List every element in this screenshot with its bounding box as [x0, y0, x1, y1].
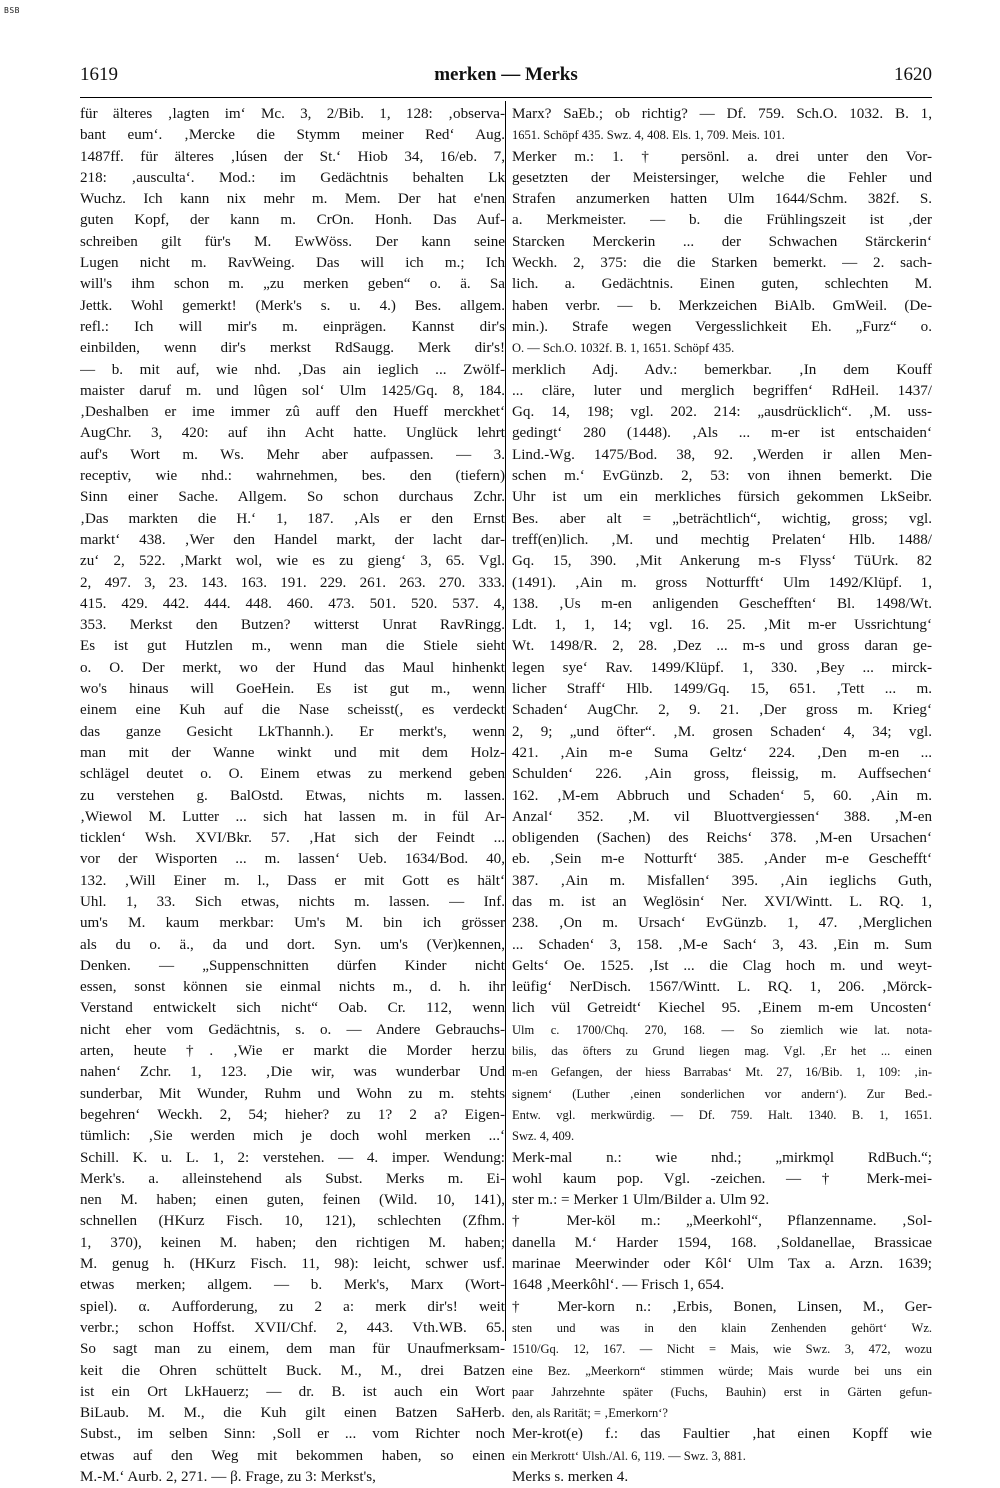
text-line: 415. 429. 442. 444. 448. 460. 473. 501. 520. 537. 4, — [80, 595, 505, 612]
text-line: nicht eher vom Gedächtnis, s. o. — Andere Gebrauchs- — [80, 1021, 505, 1038]
running-headword: merken — Merks — [434, 64, 578, 85]
text-line: merklich Adj. Adv.: bemerkbar. ‚In dem Kouff — [512, 361, 932, 378]
text-line: Schaden‘ AugChr. 2, 9. 21. ‚Der gross m. Krieg‘ — [512, 702, 932, 719]
text-line: paar Jahrzehnte später (Fuchs, Bauhin) erst in Gärten gefun- — [512, 1384, 932, 1399]
text-line: spiel). α. Aufforderung, zu 2 a: merk dir's! weit — [80, 1298, 505, 1315]
text-line: man mit der Wanne winkt und mit dem Holz- — [80, 744, 505, 761]
text-line: etwas auf den Weg mit bekommen haben, so einen — [80, 1447, 505, 1464]
text-line: gesetzten der Meistersinger, welche die Fehler und — [512, 169, 932, 186]
text-line: Uhl. 1, 33. Sich etwas, nichts m. lassen. — Inf. — [80, 893, 505, 910]
text-line: ‚Wiewol M. Lutter ... sich hat lassen m. in fül Ar- — [80, 808, 505, 825]
text-line: zu verstehen g. BalOstd. Etwas, nichts m. lassen. — [80, 787, 505, 804]
text-line: verbr.; schon Hoffst. XVII/Chf. 2, 443. Vth.WB. 65. — [80, 1319, 505, 1336]
page-header — [80, 64, 932, 92]
text-line: 1651. Schöpf 435. Swz. 4, 408. Els. 1, 709. Meis. 101. — [512, 128, 785, 143]
text-line: nahen‘ Zchr. 1, 123. ‚Die wir, was wunderbar Und — [80, 1064, 505, 1081]
text-line: gedingt‘ 280 (1448). ‚Als ... m-er ist entschaiden‘ — [512, 425, 932, 442]
text-line: 138. ‚Us m-en anligenden Geschefften‘ Bl. 1498/Wt. — [512, 595, 932, 612]
text-line: etwas merken; allgem. — b. Merk's, Marx (Wort- — [80, 1277, 505, 1294]
text-line: Entw. vgl. merkwürdig. — Df. 759. Halt. 1340. B. 1, 1651. — [512, 1107, 932, 1122]
text-line: refl.: Ich will mir's m. einprägen. Kannst dir's — [80, 318, 505, 335]
text-line: BiLaub. M. M., die Kuh gilt einen Batzen SaHerb. — [80, 1405, 505, 1422]
text-line: M.-M.‘ Aurb. 2, 271. — β. Frage, zu 3: Merkst's, — [80, 1469, 376, 1485]
text-line: schreiben gilt für's M. EwWöss. Der kann seine — [80, 233, 505, 250]
text-line: 387. ‚Ain m. Misfallen‘ 395. ‚Ain ieglichs Guth, — [512, 872, 932, 889]
text-line: 1648 ‚Meerkôhl‘. — Frisch 1, 654. — [512, 1277, 725, 1294]
text-line: den, als Rarität; = ‚Emerkorn‘? — [512, 1406, 668, 1421]
text-line: min.). Strafe wegen Vergesslichkeit Eh. „Furz“ o. — [512, 318, 932, 335]
text-line: 238. ‚On m. Ursach‘ EvGünzb. 1, 47. ‚Merglichen — [512, 915, 932, 932]
page-number-left: 1619 — [80, 64, 118, 85]
text-line: Es ist gut Hutzlen m., wenn man die Stiele sieht — [80, 638, 505, 655]
text-line: ... Schaden‘ 3, 158. ‚M-e Sach‘ 3, 43. ‚Ein m. Sum — [512, 936, 932, 953]
text-line: 1, 370), keinen M. haben; den richtigen M. haben; — [80, 1234, 505, 1251]
text-line: Bes. aber alt = „beträchtlich“, wichtig, gross; vgl. — [512, 510, 932, 527]
text-line: o. O. Der merkt, wo der Hund das Maul hinhenkt — [80, 659, 505, 676]
text-line: Wt. 1498/R. 2, 28. ‚Dez ... m-s und gross daran ge- — [512, 638, 932, 655]
text-line: Schulden‘ 226. ‚Ain gross, fleissig, m. Auffsechen‘ — [512, 766, 932, 783]
text-line: ein Merkrott‘ Ulsh./Al. 6, 119. — Swz. 3, 881. — [512, 1448, 746, 1463]
text-line: bilis, das öfters zu Grund liegen mag. Vgl. ‚Er het ... einen — [512, 1044, 932, 1059]
text-line: 2, 497. 3, 23. 143. 163. 191. 229. 261. 263. 270. 333. — [80, 574, 505, 591]
text-line: tümlich: ‚Sie werden mich je doch wohl merken ...‘ — [80, 1128, 505, 1145]
text-line: maister daruf m. und lûgen sol‘ Ulm 1425/Gq. 8, 184. — [80, 382, 505, 399]
text-line: 421. ‚Ain m-e Suma Geltz‘ 224. ‚Den m-en ... — [512, 744, 932, 761]
text-line: ‚Das markten die H.‘ 1, 187. ‚Als er den Ernst — [80, 510, 505, 527]
text-line: 1510/Gq. 12, 167. — Nicht = Mais, wie Swz. 3, 472, wozu — [512, 1342, 932, 1357]
text-line: Mer-krot(e) f.: das Faultier ‚hat einen Kopff wie — [512, 1426, 932, 1443]
text-line: als du o. ä., da und dort. Syn. um's (Ver)kennen, — [80, 936, 505, 953]
text-line: Ldt. 1, 1, 14; vgl. 16. 25. ‚Mit m-er Ussrichtung‘ — [512, 617, 932, 634]
text-line: marinae Meerwinder oder Kôl‘ Ulm Tax a. Arzn. 1639; — [512, 1256, 932, 1273]
text-line: treff(en)lich. ‚M. und mechtig Prelaten‘ Hlb. 1488/ — [512, 531, 932, 548]
text-line: Merk's. a. alleinstehend als Subst. Merks m. Ei- — [80, 1170, 505, 1187]
text-line: Gelts‘ Oe. 1525. ‚Ist ... die Clag hoch m. und weyt- — [512, 957, 932, 974]
text-line: — b. mit auf, wie nhd. ‚Das ain ieglich ... Zwölf- — [80, 361, 505, 378]
text-line: Gq. 14, 198; vgl. 202. 214: „ausdrücklich“. ‚M. uss- — [512, 404, 932, 421]
text-line: einbilden, wenn dir's merkst RdSaugg. Merk dir's! — [80, 340, 505, 357]
text-line: So sagt man zu einem, dem man für Unaufmerksam- — [80, 1341, 505, 1358]
text-line: Weckh. 2, 375: die die Starken bemerkt. — 2. sach- — [512, 255, 932, 272]
text-line: legen sye‘ Rav. 1499/Klüpf. 1, 330. ‚Bey ... mirck- — [512, 659, 932, 676]
text-line: sunderbar, Mit Wunder, Ruhm und Wohn zu m. stehts — [80, 1085, 505, 1102]
text-line: Merk-mal n.: wie nhd.; „mirkmǫl RdBuch.“; — [512, 1149, 932, 1166]
text-line: † Mer-köl m.: „Meerkohl“, Pflanzenname. ‚Sol- — [512, 1213, 932, 1230]
text-line: einem eine Kuh auf die Nase scheisst(, es verdeckt — [80, 702, 505, 719]
text-line: Jettk. Wohl gemerkt! (Merk's s. u. 4.) Bes. allgem. — [80, 297, 505, 314]
text-line: Strafen anzumerken hatten Ulm 1644/Schm. 382f. S. — [512, 191, 932, 208]
text-line: Ulm c. 1700/Chq. 270, 168. — So ziemlich wie lat. nota- — [512, 1022, 932, 1037]
text-line: Anzal‘ 352. ‚M. vil Bluottvergiessen‘ 388. ‚M-en — [512, 808, 932, 825]
text-line: schen m.‘ EvGünzb. 2, 53: von ihnen bemerkt. Die — [512, 468, 932, 485]
text-line: AugChr. 3, 420: auf ihn Acht hatte. Unglück lehrt — [80, 425, 505, 442]
text-line: schnellen (HKurz Fisch. 10, 121), schlechten (Zfhm. — [80, 1213, 505, 1230]
text-line: Lugen nicht m. RavWeing. Das will ich m.; Ich — [80, 255, 505, 272]
column-divider — [505, 101, 506, 1341]
text-line: ist ein Ort LkHauerz; — dr. B. ist auch ein Wort — [80, 1383, 505, 1400]
text-line: Verstand entwickelt sich nicht“ Oab. Cr. 112, wenn — [80, 1000, 505, 1017]
text-line: † Mer-korn n.: ‚Erbis, Bonen, Linsen, M., Ger- — [512, 1298, 932, 1315]
text-line: guten Kopf, der kann m. CrOn. Honh. Das Auf- — [80, 212, 505, 229]
text-line: m-en Gefangen, der hiess Barrabas‘ Mt. 27, 16/Bib. 1, 109: ‚in- — [512, 1065, 932, 1080]
text-line: bant eum‘. ‚Mercke die Stymm meiner Red‘ Aug. — [80, 127, 505, 144]
text-line: zu‘ 2, 522. ‚Markt wol, wie es zu gieng‘ 3, 65. Vgl. — [80, 553, 505, 570]
text-line: das m. ist an Weglösin‘ Ner. XVI/Wintt. L. RQ. 1, — [512, 893, 932, 910]
text-line: receptiv, wie nhd.: wahrnehmen, bes. den (tiefern) — [80, 468, 505, 485]
text-line: wo's hinaus will GoeHein. Es ist gut m., wenn — [80, 681, 505, 698]
text-line: wohl kaum pop. Vgl. -zeichen. — † Merk-mei- — [512, 1170, 932, 1187]
text-line: für älteres ‚lagten im‘ Mc. 3, 2/Bib. 1, 128: ‚observa- — [80, 106, 505, 122]
text-line: ticklen‘ Wsh. XVI/Bkr. 57. ‚Hat sich der Feindt ... — [80, 830, 505, 847]
left-column — [80, 104, 505, 1488]
text-line: 1487ff. für älteres ‚lúsen der St.‘ Hiob 34, 16/eb. 7, — [80, 148, 505, 165]
text-line: leüfig‘ NerDisch. 1567/Wintt. L. RQ. 1, 206. ‚Mörck- — [512, 979, 932, 996]
text-line: keit die Ohren schüttelt Buck. M., M., drei Batzen — [80, 1362, 505, 1379]
text-line: obligenden (Sachen) des Reichs‘ 378. ‚M-en Ursachen‘ — [512, 830, 932, 847]
text-line: O. — Sch.O. 1032f. B. 1, 1651. Schöpf 435. — [512, 341, 735, 356]
text-line: schlägel deutet o. O. Einem etwas zu merkend geben — [80, 766, 505, 783]
text-line: Merks s. merken 4. — [512, 1469, 629, 1485]
text-line: Lind.-Wg. 1475/Bod. 38, 92. ‚Werden ir allen Men- — [512, 446, 932, 463]
right-column — [512, 104, 932, 1488]
text-line: Denken. — „Suppenschnitten dürfen Kinder nicht — [80, 957, 505, 974]
text-line: Subst., im selben Sinn: ‚Soll er ... vom Richter noch — [80, 1426, 505, 1443]
text-line: Starcken Merckerin ... der Schwachen Stärckerin‘ — [512, 233, 932, 250]
text-line: licher Straff‘ Hlb. 1499/Gq. 15, 651. ‚Tett ... m. — [512, 681, 932, 698]
text-line: essen, sonst können sie einmal nichts m., d. h. ihr — [80, 979, 505, 996]
text-line: danella M.‘ Harder 1594, 168. ‚Soldanellae, Brassicae — [512, 1234, 932, 1251]
text-line: lich. a. Gedächtnis. Einen guten, schlechten M. — [512, 276, 932, 293]
text-line: Gq. 15, 390. ‚Mit Ankerung m-s Flyss‘ TüUrk. 82 — [512, 553, 932, 570]
text-line: Marx? SaEb.; ob richtig? — Df. 759. Sch.O. 1032. B. 1, — [512, 106, 932, 122]
text-line: auf's Wort m. Ws. Mehr aber aufpassen. — 3. — [80, 446, 505, 463]
text-line: Merker m.: 1. † persönl. a. drei unter den Vor- — [512, 148, 932, 165]
text-line: das ganze Gesicht LkThannh.). Er merkt's, wenn — [80, 723, 505, 740]
text-line: will's ihm schon m. „zu merken geben“ o. ä. Sa — [80, 276, 505, 293]
text-line: ster m.: = Merker 1 Ulm/Bilder a. Ulm 92. — [512, 1192, 770, 1209]
text-line: Swz. 4, 409. — [512, 1129, 575, 1144]
text-line: eine Bez. „Meerkorn“ stimmen würde; Mais wurde bei uns ein — [512, 1363, 932, 1378]
text-line: um's M. kaum merkbar: Um's M. bin ich grösser — [80, 915, 505, 932]
header-rule — [80, 97, 932, 98]
text-line: ... cläre, luter und merglich begriffen‘ RdHeil. 1437/ — [512, 382, 932, 399]
text-line: vor der Wisporten ... m. lassen‘ Ueb. 1634/Bod. 40, — [80, 851, 505, 868]
text-line: eb. ‚Sein m-e Notturft‘ 385. ‚Ander m-e Geschefft‘ — [512, 851, 932, 868]
text-line: 2, 9; „und öfter“. ‚M. grosen Schaden‘ 4, 34; vgl. — [512, 723, 932, 740]
text-line: lich vül Getreidt‘ Kiechel 95. ‚Einem m-em Uncosten‘ — [512, 1000, 932, 1017]
text-line: markt‘ 438. ‚Wer den Handel markt, der lacht dar- — [80, 531, 505, 548]
text-line: arten, heute †. ‚Wie er markt die Morder herzu — [80, 1043, 505, 1060]
text-line: nen M. haben; einen guten, feinen (Wild. 10, 141), — [80, 1192, 505, 1209]
text-line: signem‘ (Luther ‚einen sonderlichen vor andern‘). Zur Bed.- — [512, 1086, 932, 1101]
library-stamp: BSB — [4, 6, 20, 15]
text-line: Sinn einer Sache. Allgem. So schon durchaus Zchr. — [80, 489, 505, 506]
text-line: Wuchz. Ich kann nix mehr m. Mem. Der hat e'nen — [80, 191, 505, 208]
text-line: ‚Deshalben er ime immer zû auff den Hueff merckhet‘ — [80, 404, 505, 421]
text-line: (1491). ‚Ain m. gross Notturfft‘ Ulm 1492/Klüpf. 1, — [512, 574, 932, 591]
text-line: Uhr ist um ein merkliches fürsich gekommen LkSeibr. — [512, 489, 932, 506]
text-line: begehren‘ Weckh. 2, 54; hieher? zu 1? 2 a? Eigen- — [80, 1106, 505, 1123]
text-line: 162. ‚M-em Abbruch und Schaden‘ 5, 60. ‚Ain m. — [512, 787, 932, 804]
text-line: M. genug h. (HKurz Fisch. 11, 98): leicht, schwer usf. — [80, 1256, 505, 1273]
text-line: Schill. K. u. L. 1, 2: verstehen. — 4. imper. Wendung: — [80, 1149, 505, 1166]
text-line: 132. ‚Will Einer m. l., Dass er mit Gott es hält‘ — [80, 872, 505, 889]
text-line: haben verbr. — b. Merkzeichen BiAlb. GmWeil. (De- — [512, 297, 932, 314]
text-line: a. Merkmeister. — b. die Frühlingszeit ist ‚der — [512, 212, 932, 229]
page-number-right: 1620 — [894, 64, 932, 85]
text-line: 353. Merkst den Butzen? witterst Unrat RavRingg. — [80, 617, 505, 634]
text-line: sten und was in den klain Zenhenden gehört‘ Wz. — [512, 1320, 932, 1335]
text-line: 218: ‚ausculta‘. Mod.: im Gedächtnis behalten Lk — [80, 169, 505, 186]
